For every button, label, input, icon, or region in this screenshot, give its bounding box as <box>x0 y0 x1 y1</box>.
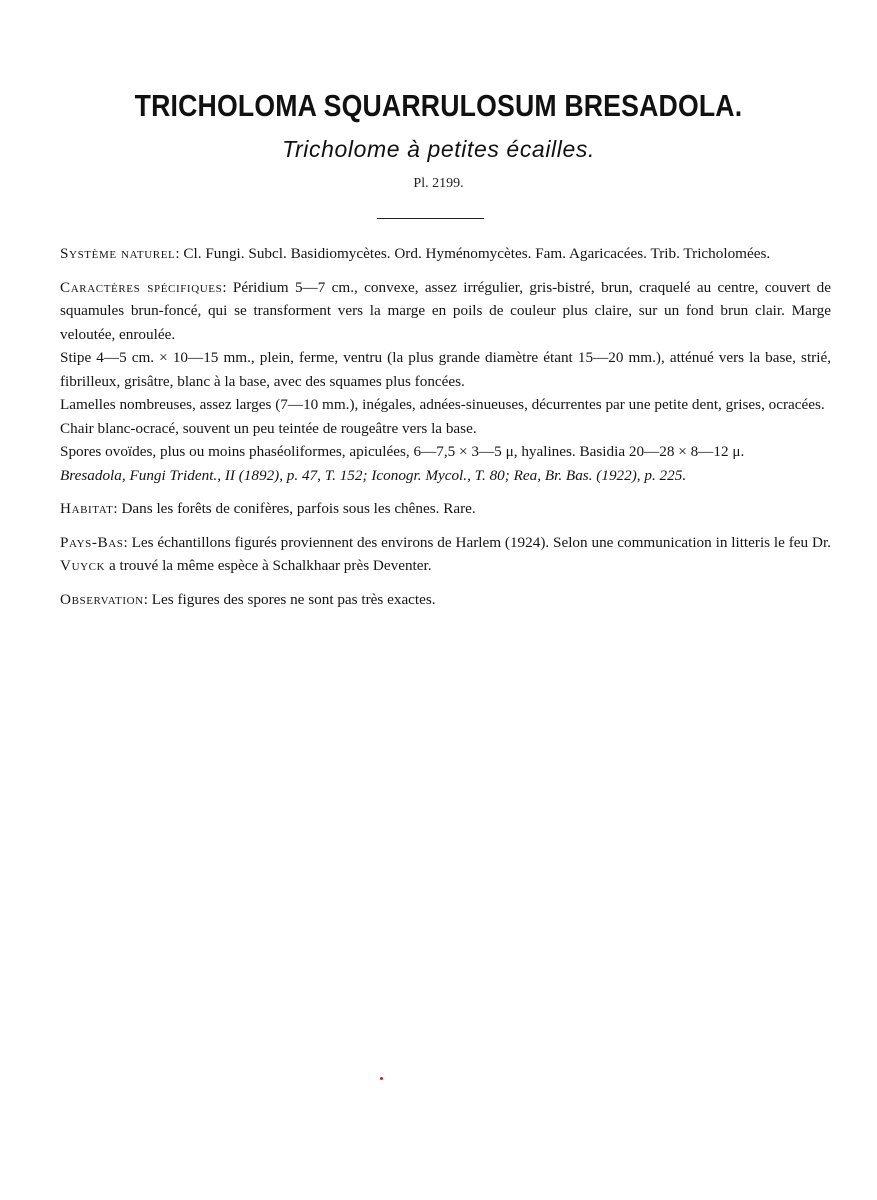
pays-bas-sep: : <box>123 533 132 551</box>
systeme-naturel-sep: : <box>175 245 184 262</box>
observation-sep: : <box>143 590 152 608</box>
habitat-text: Dans les forêts de conifères, parfois sous les chênes. Rare. <box>121 500 476 517</box>
pays-bas-label: Pays-Bas <box>60 533 124 551</box>
plate-number: Pl. 2199. <box>413 176 464 191</box>
observation-label: Observation <box>60 590 144 608</box>
habitat-sep: : <box>113 500 122 517</box>
pays-bas-paragraph <box>60 531 831 578</box>
references-paragraph: Bresadola, Fungi Trident., II (1892), p. 47, T. 152; Iconogr. Mycol., T. 80; Rea, Br. Bas. (1922), p. 225. <box>60 466 687 484</box>
caracteres-paragraph <box>60 276 831 347</box>
description-body <box>60 242 831 611</box>
pays-bas-person-name: Vuyck <box>60 557 106 574</box>
systeme-naturel-paragraph <box>60 242 831 266</box>
caracteres-sep: : <box>222 278 233 296</box>
pays-bas-text-before: Les échantillons figurés proviennent des environs de Harlem (1924). Selon une communication in litteris le feu Dr. <box>131 533 831 551</box>
caracteres-text: Péridium 5—7 cm., convexe, assez irrégulier, gris-bistré, brun, craquelé au centre, couvert de squamules brun-foncé, qui se transforment vers la marge en poils de couleur plus claire, sur un fond brun clair. Marge veloutée, enroulée. <box>60 278 831 343</box>
stray-ink-mark <box>380 1077 383 1080</box>
chair-paragraph: Chair blanc-ocracé, souvent un peu teintée de rougeâtre vers la base. <box>60 419 477 437</box>
observation-text: Les figures des spores ne sont pas très exactes. <box>151 590 436 608</box>
stipe-paragraph: Stipe 4—5 cm. × 10—15 mm., plein, ferme, ventru (la plus grande diamètre étant 15—20 mm.), atténué vers la base, strié, fibrilleux, grisâtre, blanc à la base, avec des squames plus foncées. <box>60 349 831 390</box>
title-divider <box>377 218 484 219</box>
habitat-paragraph <box>60 497 831 521</box>
page-title: TRICHOLOMA SQUARRULOSUM BRESADOLA. <box>134 88 743 123</box>
systeme-naturel-label: Système naturel <box>60 245 176 262</box>
systeme-naturel-text: Cl. Fungi. Subcl. Basidiomycètes. Ord. Hyménomycètes. Fam. Agaricacées. Trib. Tricholomées. <box>183 245 771 262</box>
spores-paragraph: Spores ovoïdes, plus ou moins phaséoliformes, apiculées, 6—7,5 × 3—5 μ, hyalines. Basidia 20—28 × 8—12 μ. <box>60 443 745 460</box>
page-subtitle: Tricholome à petites écailles. <box>282 136 595 162</box>
lamelles-paragraph: Lamelles nombreuses, assez larges (7—10 mm.), inégales, adnées-sinueuses, décurrentes par une petite dent, grises, ocracées. <box>60 396 825 413</box>
habitat-label: Habitat <box>60 500 114 517</box>
observation-paragraph <box>60 588 831 612</box>
caracteres-label: Caractères spécifiques <box>60 278 223 296</box>
pays-bas-text-after: a trouvé la même espèce à Schalkhaar près Deventer. <box>105 557 432 574</box>
